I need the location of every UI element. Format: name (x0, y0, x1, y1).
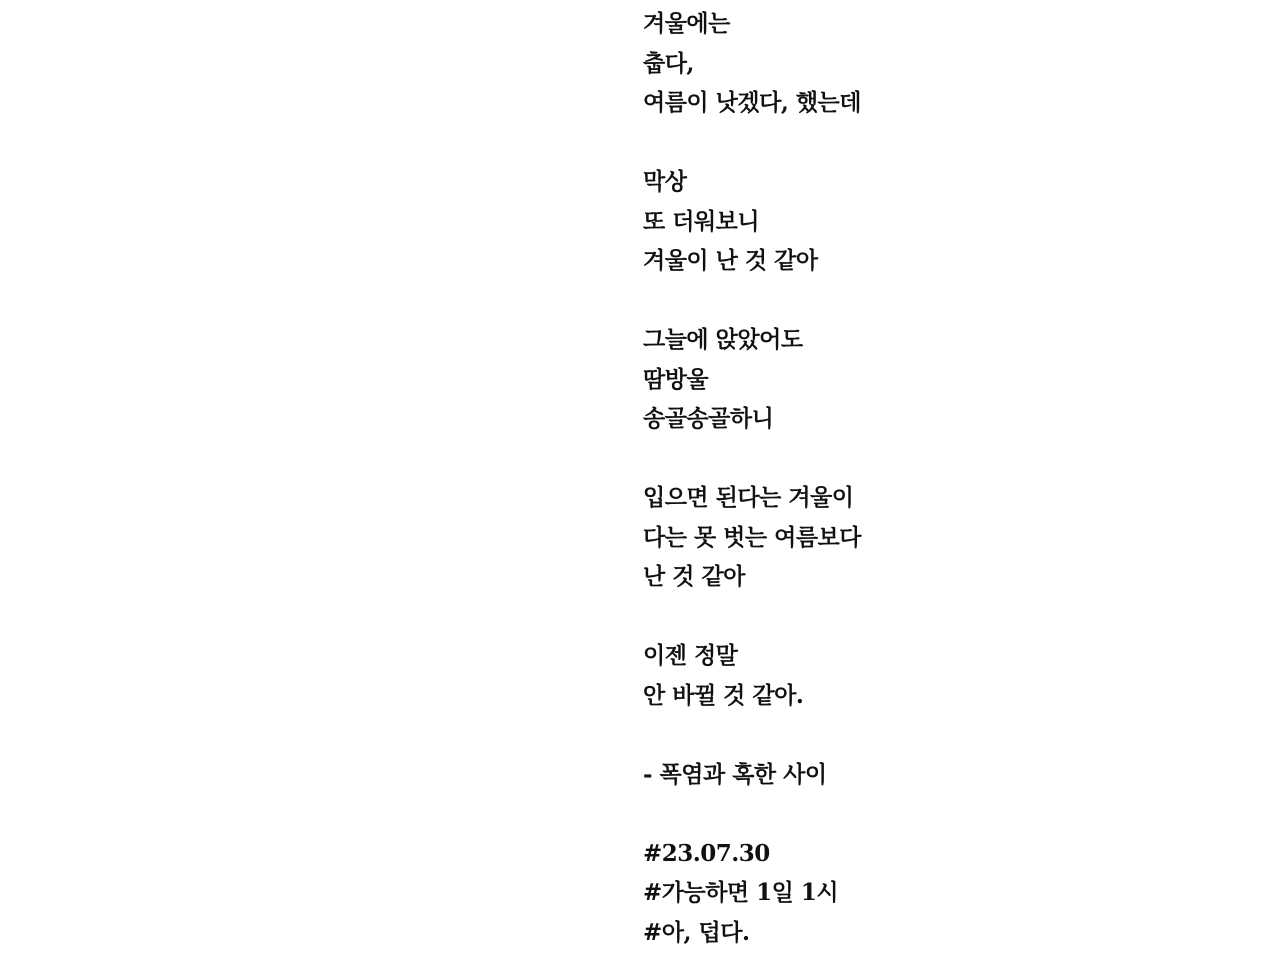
stanza-gap (643, 715, 1243, 755)
poem-line: 막상 (643, 168, 687, 195)
stanza-gap (643, 281, 1243, 321)
poem-line: 또 더워보니 (643, 207, 760, 235)
stanza-gap (643, 123, 1243, 163)
stanza-2 (643, 162, 1243, 281)
stanza-3 (643, 320, 1243, 439)
stanza-gap (643, 439, 1243, 479)
poem-line: 땀방울 (643, 365, 709, 393)
poem-title-line: - 폭염과 혹한 사이 (643, 760, 827, 788)
hashtag: #23.07.30 (643, 839, 770, 867)
poem-line: 그늘에 앉았어도 (643, 326, 803, 353)
stanza-gap (643, 794, 1243, 834)
poem-line: 송골송골하니 (643, 405, 774, 432)
poem-line: 입으면 된다는 겨울이 (643, 484, 854, 511)
poem-line: 겨울이 난 것 같아 (643, 247, 818, 274)
poem-line: 이젠 정말 (643, 642, 738, 669)
poem-line: 다는 못 벗는 여름보다 (643, 523, 861, 551)
poem-title-signoff (643, 755, 1243, 795)
hashtags (643, 834, 1243, 953)
hashtag: #가능하면 1일 1시 (643, 879, 839, 906)
stanza-4 (643, 478, 1243, 597)
poem-line: 춥다, (643, 49, 694, 77)
poem-line: 여름이 낫겠다, 했는데 (643, 89, 861, 116)
poem-line: 겨울에는 (643, 10, 730, 37)
poem-line: 안 바뀔 것 같아. (643, 681, 804, 709)
stanza-gap (643, 597, 1243, 637)
poem-text (643, 4, 1243, 952)
poem-line: 난 것 같아 (643, 563, 745, 590)
stanza-5 (643, 636, 1243, 715)
hashtag: #아, 덥다. (643, 918, 750, 946)
stanza-1 (643, 4, 1243, 123)
